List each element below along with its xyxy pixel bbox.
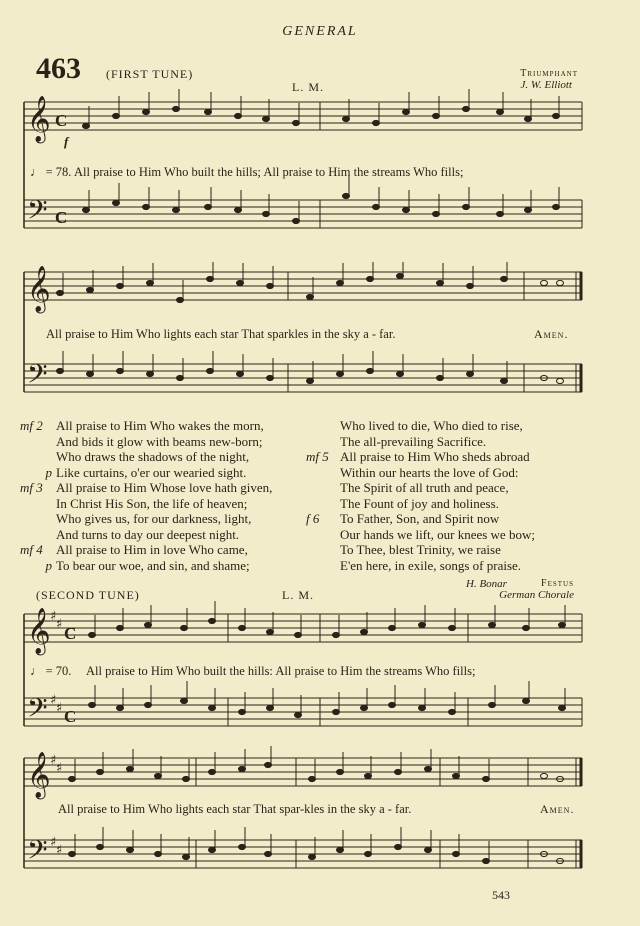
lyrics-system-4: All praise to Him Who lights each star That spar-kles in the sky a - far. bbox=[58, 802, 412, 816]
stanza-line: The Spirit of all truth and peace, bbox=[340, 480, 509, 495]
stanza-line: E'en here, in exile, songs of praise. bbox=[340, 557, 522, 573]
svg-text:C: C bbox=[55, 111, 68, 130]
bass-clef-icon: 𝄢 bbox=[27, 194, 48, 232]
stanza-line: To Thee, blest Trinity, we raise bbox=[340, 542, 501, 557]
page-number: 543 bbox=[492, 888, 510, 902]
svg-text:𝄞: 𝄞 bbox=[27, 608, 51, 654]
svg-text:♯: ♯ bbox=[56, 761, 63, 776]
music-system-2 bbox=[0, 262, 640, 422]
stanza-line: mf 3 All praise to Him Whose love hath given, bbox=[20, 480, 273, 495]
svg-text:C: C bbox=[64, 624, 77, 643]
first-tune-label: (FIRST TUNE) bbox=[106, 67, 194, 81]
svg-text:♯: ♯ bbox=[56, 701, 63, 716]
svg-text:♯: ♯ bbox=[56, 617, 63, 632]
svg-text:𝄢: 𝄢 bbox=[27, 692, 48, 730]
svg-text:♯: ♯ bbox=[50, 609, 57, 624]
stanza-line: Who draws the shadows of the night, bbox=[56, 449, 250, 464]
hymn-author: H. Bonar bbox=[466, 578, 507, 590]
stanza-line: Who gives us, for our darkness, light, bbox=[56, 511, 252, 526]
first-tune-composer: J. W. Elliott bbox=[520, 79, 572, 91]
stanza-line: In Christ His Son, the life of heaven; bbox=[56, 495, 248, 511]
stanza-line: And bids it glow with beams new-born; bbox=[56, 433, 263, 449]
lyrics-system-2: All praise to Him Who lights each star That sparkles in the sky a - far. bbox=[46, 327, 396, 341]
stanzas-right bbox=[306, 418, 606, 573]
second-tune-label: (SECOND TUNE) bbox=[36, 588, 140, 602]
stanza-line: Our hands we lift, our knees we bow; bbox=[340, 526, 535, 542]
lyrics-system-1: All praise to Him Who built the hills; All praise to Him the streams Who fills; bbox=[74, 165, 464, 179]
stanza-line: Within our hearts the love of God: bbox=[340, 464, 519, 480]
svg-text:𝄢: 𝄢 bbox=[27, 834, 48, 872]
tempo-marking-2: ♩ = 70. bbox=[30, 664, 72, 678]
svg-text:♯: ♯ bbox=[56, 843, 63, 858]
quarter-note-icon: ♩ bbox=[30, 664, 43, 678]
second-tune-meter: L. M. bbox=[282, 588, 314, 602]
stanza-line: mf 2 All praise to Him Who wakes the morn, bbox=[20, 418, 264, 433]
running-header: GENERAL bbox=[282, 24, 358, 39]
svg-text:𝄞: 𝄞 bbox=[27, 752, 51, 798]
stanza-line: Who lived to die, Who died to rise, bbox=[340, 418, 523, 433]
stanzas-left bbox=[20, 418, 320, 573]
stanza-line: mf 5 All praise to Him Who sheds abroad bbox=[306, 449, 530, 464]
lyrics-system-3: All praise to Him Who built the hills: All praise to Him the streams Who fills; bbox=[86, 664, 476, 678]
svg-text:♯: ♯ bbox=[50, 753, 57, 768]
stanza-line: p Like curtains, o'er our wearied sight. bbox=[45, 464, 247, 480]
stanza-line: The all-prevailing Sacrifice. bbox=[340, 433, 487, 449]
stanza-line: f 6 To Father, Son, and Spirit now bbox=[306, 511, 500, 526]
treble-clef-icon: 𝄞 bbox=[27, 96, 51, 142]
stanza-line: mf 4 All praise to Him in love Who came, bbox=[20, 542, 248, 557]
quarter-note-icon: ♩ bbox=[30, 165, 43, 179]
stanza-line: p To bear our woe, and sin, and shame; bbox=[45, 557, 250, 573]
svg-text:♯: ♯ bbox=[50, 835, 57, 850]
first-tune-meter: L. M. bbox=[292, 80, 324, 94]
svg-text:♯: ♯ bbox=[50, 693, 57, 708]
dynamic-forte: f bbox=[64, 134, 69, 149]
svg-text:C: C bbox=[64, 707, 77, 726]
stanza-line: The Fount of joy and holiness. bbox=[340, 495, 499, 511]
first-tune-name: Triumphant bbox=[520, 68, 578, 79]
tempo-marking-1: ♩ = 78. bbox=[30, 165, 72, 179]
hymn-number: 463 bbox=[36, 52, 81, 85]
amen-1: Amen. bbox=[534, 327, 569, 341]
stanza-line: And turns to day our deepest night. bbox=[56, 526, 240, 542]
svg-text:𝄢: 𝄢 bbox=[27, 358, 48, 396]
svg-text:C: C bbox=[55, 208, 68, 227]
second-tune-name: Festus bbox=[541, 578, 574, 589]
second-tune-composer: German Chorale bbox=[499, 589, 574, 601]
music-system-4 bbox=[0, 746, 640, 892]
svg-text:𝄞: 𝄞 bbox=[27, 266, 51, 312]
amen-2: Amen. bbox=[540, 802, 575, 816]
